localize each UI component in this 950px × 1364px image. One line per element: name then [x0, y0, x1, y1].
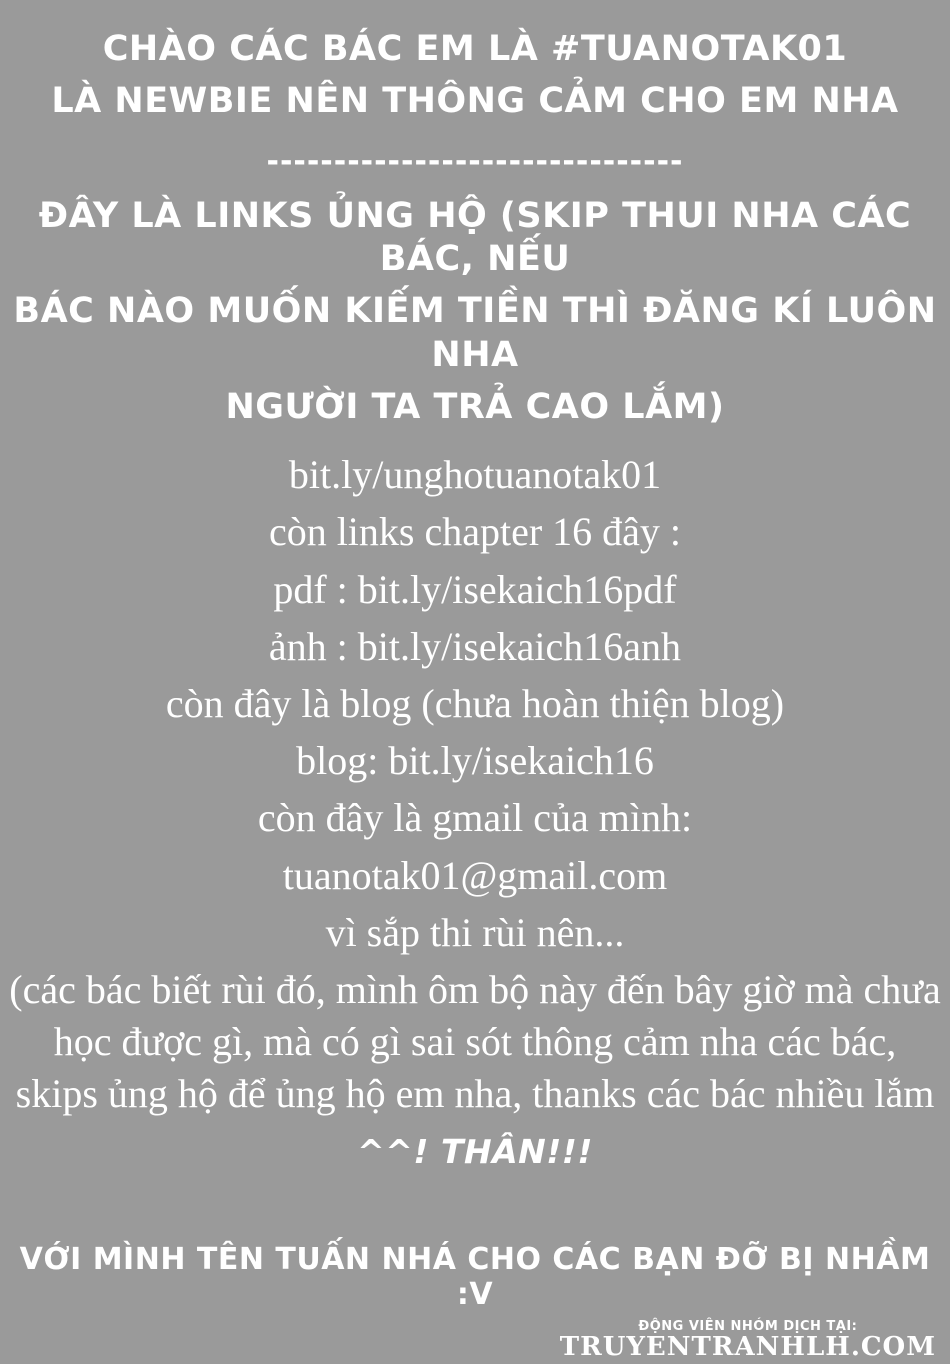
support-heading-line-2: BÁC NÀO MUỐN KIẾM TIỀN THÌ ĐĂNG KÍ LUÔN NHA: [13, 291, 937, 375]
link-donate[interactable]: bit.ly/unghotuanotak01: [288, 452, 662, 498]
closing-greeting: ^^! THÂN!!!: [357, 1131, 593, 1171]
credit-site: TRUYENTRANHLH.COM: [559, 1332, 936, 1362]
header-line-1: CHÀO CÁC BÁC EM LÀ #TUANOTAK01: [102, 29, 848, 69]
apology-paragraph: (các bác biết rùi đó, mình ôm bộ này đến bây giờ mà chưa học được gì, mà có gì sai sót thông cảm nha các bác, skips ủng hộ để ủng hộ em nha, thanks các bác nhiều lắm: [9, 966, 941, 1116]
group-credit: [560, 1319, 936, 1362]
label-gmail: còn đây là gmail của mình:: [257, 795, 693, 841]
note-exam: vì sắp thi rùi nên...: [325, 909, 625, 955]
label-chapter-links: còn links chapter 16 đây :: [268, 509, 682, 555]
support-heading-line-1: ĐÂY LÀ LINKS ỦNG HỘ (SKIP THUI NHA CÁC BÁC, NẾU: [38, 195, 912, 280]
link-blog[interactable]: blog: bit.ly/isekaich16: [296, 738, 654, 784]
footer-name-note: VỚI MÌNH TÊN TUẤN NHÁ CHO CÁC BẠN ĐỠ BỊ NHẦM :V: [19, 1242, 931, 1312]
link-images[interactable]: ảnh : bit.ly/isekaich16anh: [268, 623, 682, 669]
credit-caption: ĐỘNG VIÊN NHÓM DỊCH TẠI:: [638, 1319, 858, 1334]
divider: -------------------------------: [266, 143, 684, 179]
label-blog: còn đây là blog (chưa hoàn thiện blog): [165, 681, 785, 726]
header-line-2: LÀ NEWBIE NÊN THÔNG CẢM CHO EM NHA: [51, 80, 899, 121]
link-pdf[interactable]: pdf : bit.ly/isekaich16pdf: [273, 566, 677, 612]
support-heading-line-3: NGƯỜI TA TRẢ CAO LẮM): [225, 386, 725, 427]
link-email[interactable]: tuanotak01@gmail.com: [282, 852, 668, 898]
